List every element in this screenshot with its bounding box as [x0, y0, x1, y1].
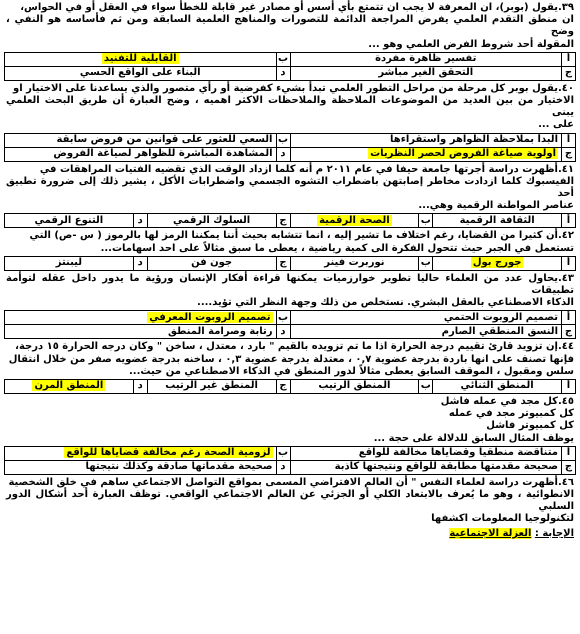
answer-text[interactable]: العزلة الاجتماعية — [449, 527, 532, 539]
option-d[interactable]: رتابة وصرامة المنطق — [5, 325, 277, 339]
option-letter: ج — [562, 147, 576, 161]
correct-answer-highlight: جورج بول — [472, 257, 522, 269]
question-41-line-1: ٤١.أظهرت دراسة أجرتها جامعة حيفا في عام ٢٠١١ م أنه كلما ازداد الوقت الذي تقضيه الفتيات المراهقات في — [39, 163, 574, 175]
option-letter: أ — [562, 256, 576, 270]
option-a[interactable]: الثقافة الرقمية — [433, 214, 562, 228]
question-46-line-2: الانطوائية ، وهو ما يُعرف بالابتعاد الكلي أو الجزئي عن العالم الاجتماعي الواقعي. توظف العبارة أحد أشكال الدور السلبي — [6, 489, 574, 513]
question-46-line-1: ٤٦.أظهرت دراسة لعلماء النفس " أن العالم الافتراضي المسمى بمواقع التواصل الاجتماعي ساهم في خلق الشخصية — [8, 476, 574, 488]
option-letter: أ — [562, 380, 576, 394]
option-b-correct[interactable] — [290, 214, 419, 228]
option-c[interactable]: صحيحة مقدمتها مطابقة للواقع ونتيجتها كاذبة — [290, 460, 562, 474]
option-c[interactable]: النسق المنطقي الصارم — [290, 325, 562, 339]
question-45-prompt: يوظف المثال السابق للدلالة على حجة ... — [373, 432, 574, 444]
question-45-premise-2: كل كمبيوتر مجد في عمله — [448, 408, 574, 420]
question-45 — [4, 396, 576, 475]
question-40-line-2: الاختيار من بين العديد من الموضوعات الملاحظة والملاحظات الاكثر اهميه ، وضح العبارة أن طريق البحث العلمي يبنى — [6, 95, 574, 119]
option-c[interactable]: المنطق غير الرتيب — [147, 380, 276, 394]
option-letter: ج — [276, 214, 290, 228]
question-44-line-1: ٤٤.إن تزويد قارئ تقييم درجة الحرارة اذا ما تم تزويده بالقيم " بارد ، معتدل ، ساخن " وكان درجه الحرارة ١٥ درجة، — [15, 341, 574, 353]
question-44-line-3: سلس ومقبول ، الموقف السابق يعطى مثالاً لدور المنطق في الذكاء الاصطناعي من حيث... — [128, 365, 574, 377]
question-42-line-1: ٤٢.أن كثيرا من القضايا، رغم اختلاف ما تشير إليه ، انما تتشابه بحيث أننا يمكننا الرمز لها بالرموز ( س -ص) التي — [29, 230, 574, 242]
option-a[interactable]: المنطق الثنائي — [433, 380, 562, 394]
option-a-correct[interactable] — [433, 256, 562, 270]
question-39-options — [4, 52, 576, 81]
question-46-answer-line — [4, 528, 576, 540]
option-letter: ب — [419, 214, 433, 228]
question-41 — [4, 164, 576, 229]
question-41-line-2: الفيسبوك كلما ازدادت مخاطر إصابتهن باضطراب التشوه الجسمي واضطرابات الأكل ، يشير ذلك إلى ضرورة تطبيق أحد — [6, 175, 574, 200]
option-c-correct[interactable] — [290, 147, 562, 161]
option-letter: د — [276, 66, 290, 80]
question-46-line-3: لتكنولوجيا المعلومات اكشفها — [431, 513, 574, 525]
option-letter: أ — [562, 133, 576, 147]
question-40-line-3: على ... — [538, 119, 574, 131]
question-42-line-2: تستعمل في الجبر حيث تتحول الفكرة الى كمية رياضية ، يعطى ما سبق مثالاً على احد اسهامات... — [100, 242, 574, 254]
question-41-options — [4, 213, 576, 228]
question-40-line-1: ٤٠.يقول بوبر كل مرحلة من مراحل التطور العلمي تبدأ بشيء كفرضية أو رأي متصور والذي يساعدنا على الاختيار او — [13, 82, 574, 94]
option-b-correct[interactable] — [5, 52, 277, 66]
question-45-conclusion: كل كمبيوتر فاشل — [486, 420, 574, 432]
option-letter: أ — [562, 446, 576, 460]
option-letter: ب — [276, 446, 290, 460]
option-letter: ب — [276, 133, 290, 147]
option-letter: د — [133, 214, 147, 228]
option-b-correct[interactable] — [5, 311, 277, 325]
question-39 — [4, 2, 576, 81]
option-letter: د — [133, 256, 147, 270]
option-letter: د — [276, 147, 290, 161]
option-c[interactable]: السلوك الرقمي — [147, 214, 276, 228]
option-letter: ب — [276, 311, 290, 325]
question-43-line-2: الذكاء الاصطناعي بالعقل البشري. نستخلص من ذلك وجهة النظر التي تؤيد.... — [197, 297, 574, 309]
option-letter: د — [276, 325, 290, 339]
correct-answer-highlight: تصميم الروبوت المعرفي — [149, 311, 271, 323]
option-d[interactable]: ليبنتز — [5, 256, 134, 270]
option-b-correct[interactable] — [5, 446, 277, 460]
option-letter: ج — [276, 380, 290, 394]
correct-answer-highlight: الصحة الرقمية — [319, 214, 390, 226]
question-44 — [4, 341, 576, 394]
question-39-line-3: المقولة أحد شروط الفرض العلمي وهو ... — [368, 38, 574, 50]
option-letter: أ — [562, 52, 576, 66]
question-46 — [4, 477, 576, 540]
question-45-options — [4, 446, 576, 475]
option-c[interactable]: جون فن — [147, 256, 276, 270]
question-45-premise-1: ٤٥.كل مجد في عمله فاشل — [440, 396, 574, 408]
question-44-line-2: فإنها تصنف على انها باردة بدرجة عضوية ٠,٧ ، معتدلة بدرجة عضوية ٠,٣ ، ساخنه بدرجة عضويه صفر من خلال انتقال — [8, 353, 574, 365]
option-letter: ب — [419, 256, 433, 270]
option-b[interactable]: نوربرت فينر — [290, 256, 419, 270]
option-d[interactable]: التنوع الرقمي — [5, 214, 134, 228]
option-b[interactable]: المنطق الرتيب — [290, 380, 419, 394]
option-letter: أ — [562, 214, 576, 228]
option-d[interactable]: البناء على الواقع الحسي — [5, 66, 277, 80]
answer-label: الإجابة : — [534, 527, 574, 539]
correct-answer-highlight: المنطق المرن — [34, 380, 104, 392]
exam-page — [4, 2, 576, 630]
option-letter: أ — [562, 311, 576, 325]
correct-answer-highlight: لزومية الصحة رغم مخالفة قضاياها للواقع — [66, 447, 271, 459]
option-letter: د — [276, 460, 290, 474]
option-letter: ج — [562, 66, 576, 80]
question-42-options — [4, 256, 576, 271]
option-a[interactable]: متناقضة منطقيا وقضاياها مخالفة للواقع — [290, 446, 562, 460]
option-a[interactable]: تصميم الروبوت الحتمي — [290, 311, 562, 325]
correct-answer-highlight: أولوية صياغة الفروض لحصر النظريات — [370, 148, 556, 160]
question-44-options — [4, 379, 576, 394]
question-39-line-2: ان منطق التقدم العلمي يفرض المراجعة الدائمة للتصورات والمناهج العلمية السابقة ومن ثم فأساسه هو النفي ، وضح — [6, 14, 574, 38]
option-b[interactable]: السعي للعثور على قوانين من فروض سابقة — [5, 133, 277, 147]
option-d-correct[interactable] — [5, 380, 134, 394]
option-letter: ج — [562, 460, 576, 474]
option-a[interactable]: تفسير ظاهرة مفردة — [290, 52, 562, 66]
option-letter: ج — [276, 256, 290, 270]
option-d[interactable]: المشاهدة المباشرة للظواهر لصياغة الفروض — [5, 147, 277, 161]
correct-answer-highlight: القابلية للتفنيد — [103, 53, 177, 65]
option-a[interactable]: البدأ بملاحظة الظواهر واستقراءها — [290, 133, 562, 147]
question-41-line-3: عناصر المواطنة الرقمية وهي... — [418, 200, 574, 212]
question-43-line-1: ٤٣.يحاول عدد من العلماء حاليا تطوير خوارزميات يمكنها قراءة أفكار الإنسان ورؤية ما يدور داخل عقله لتوأمة تطبيقات — [6, 272, 574, 297]
option-letter: ب — [419, 380, 433, 394]
question-43-options — [4, 310, 576, 339]
question-40-options — [4, 133, 576, 162]
question-40 — [4, 83, 576, 162]
option-letter: ب — [276, 52, 290, 66]
option-c[interactable]: التحقق الغير مباشر — [290, 66, 562, 80]
option-letter: ج — [562, 325, 576, 339]
option-letter: د — [133, 380, 147, 394]
question-39-line-1: ٣٩.يقول (بوبر)، ان المعرفة لا يجب ان تتمتع بأي أسس أو مصادر غير قابلة للخطأ سواء في العقل أو في الحواس، — [20, 2, 574, 13]
question-42 — [4, 230, 576, 270]
option-d[interactable]: صحيحة مقدماتها صادقة وكذلك نتيجتها — [5, 460, 277, 474]
question-43 — [4, 273, 576, 340]
